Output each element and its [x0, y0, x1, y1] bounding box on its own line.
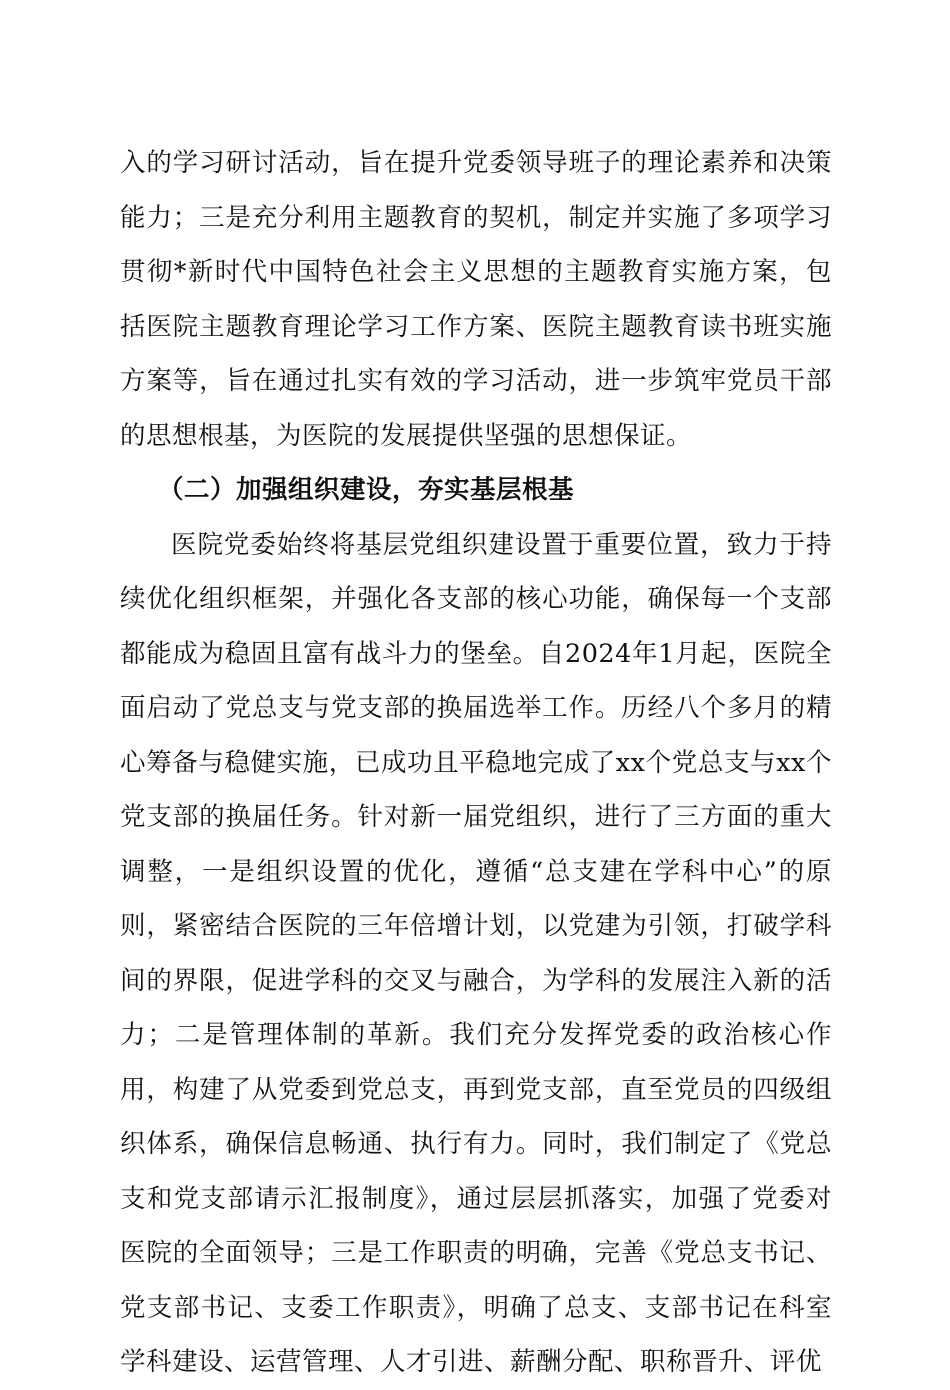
paragraph-organization: 医院党委始终将基层党组织建设置于重要位置，致力于持续优化组织框架，并强化各支部的核心功能，确保每一个支部都能成为稳固且富有战斗力的堡垒。自2024年1月起，医院全面启动了党总支与党支部的换届选举工作。历经八个多月的精心筹备与稳健实施，已成功且平稳地完成了xx个党总支与xx个党支部的换届任务。针对新一届党组织，进行了三方面的重大调整，一是组织设置的优化，遵循“总支建在学科中心”的原则，紧密结合医院的三年倍增计划，以党建为引领，打破学科间的界限，促进学科的交叉与融合，为学科的发展注入新的活力；二是管理体制的革新。我们充分发挥党委的政治核心作用，构建了从党委到党总支，再到党支部，直至党员的四级组织体系，确保信息畅通、执行有力。同时，我们制定了《党总支和党支部请示汇报制度》，通过层层抓落实，加强了党委对医院的全面领导；三是工作职责的明确，完善《党总支书记、党支部书记、支委工作职责》，明确了总支、支部书记在科室学科建设、运营管理、人才引进、薪酬分配、职称晋升、评优 [120, 529, 832, 1377]
document-body [120, 136, 832, 1390]
paragraph-continued: 入的学习研讨活动，旨在提升党委领导班子的理论素养和决策能力；三是充分利用主题教育的契机，制定并实施了多项学习贯彻*新时代中国特色社会主义思想的主题教育实施方案，包括医院主题教育理论学习工作方案、医院主题教育读书班实施方案等，旨在通过扎实有效的学习活动，进一步筑牢党员干部的思想根基，为医院的发展提供坚强的思想保证。 [120, 148, 832, 451]
section-heading: （二）加强组织建设，夯实基层根基 [158, 475, 575, 505]
